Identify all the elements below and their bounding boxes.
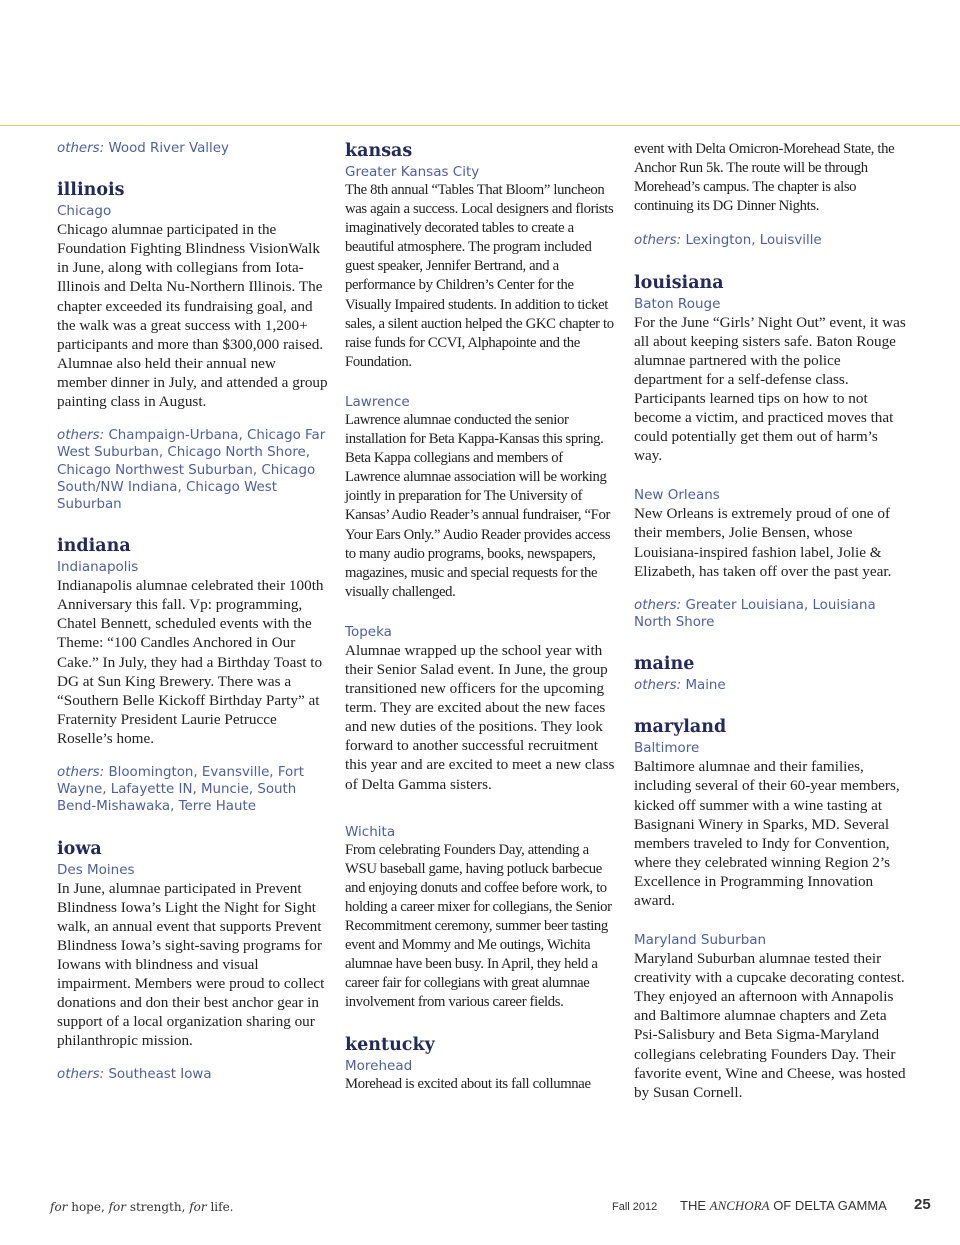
others-indiana (57, 764, 329, 816)
chapter-body-maryland-suburban: Maryland Suburban alumnae tested their creativity with a cupcake decorating contest. They enjoyed an afternoon with Annapolis and Baltimore alumnae chapters and Zeta Psi-Salisbury and Beta Sigma-Maryland collegians celebrating Founders Day. Their favorite event, Wine and Cheese, was hosted by Susan Cornell. (634, 950, 906, 1101)
others-maine (634, 677, 906, 694)
chapter-des-moines: Des Moines (57, 861, 135, 878)
tagline-for: for (50, 1200, 68, 1214)
footer-tagline (50, 1200, 234, 1214)
magazine-suffix: OF DELTA GAMMA (769, 1198, 887, 1213)
chapter-body-chicago: Chicago alumnae participated in the Foundation Fighting Blindness VisionWalk in June, along with collegians from Iota-Illinois and Delta Nu-Northern Illinois. The chapter exceeded its fundraising goal, and the walk was a great success with 1,200+ participants and more than $300,000 raised. Alumnae also held their annual new member dinner in July, and attended a group painting class in August. (57, 221, 328, 411)
others-label: others: (634, 597, 682, 613)
others-text: Lexington, Louisville (685, 233, 822, 249)
magazine-prefix: THE (680, 1198, 710, 1213)
others-illinois (57, 427, 329, 513)
state-heading-maryland: maryland (634, 717, 727, 738)
tagline-life: life. (206, 1200, 234, 1214)
chapter-new-orleans: New Orleans (634, 487, 720, 504)
chapter-body-indianapolis: Indianapolis alumnae celebrated their 100th Anniversary this fall. Vp: programming, Chatel Bennett, scheduled events with the Theme: “100 Candles Anchored in Our Cake.” In July, they had a Birthday Toast to DG at Sun King Brewery. There was a “Southern Belle Kickoff Birthday Party” at Fraternity President Laurie Petrucce Roselle’s home. (57, 577, 324, 747)
chapter-baton-rouge: Baton Rouge (634, 295, 721, 312)
state-heading-indiana: indiana (57, 536, 131, 557)
others-kentucky (634, 232, 906, 249)
others-label: others: (57, 765, 105, 780)
column-3 (634, 140, 906, 1102)
chapter-greater-kansas-city: Greater Kansas City (345, 164, 480, 180)
state-heading-illinois: illinois (57, 180, 125, 201)
others-label: others: (57, 141, 105, 156)
chapter-lawrence: Lawrence (345, 393, 410, 410)
tagline-hope: hope, (67, 1200, 109, 1214)
state-heading-maine: maine (634, 654, 695, 675)
others-text: Bloomington, Evansville, Fort Wayne, Lafayette IN, Muncie, South Bend-Mishawaka, Terre Haute (57, 765, 304, 815)
others-louisiana (634, 597, 906, 631)
top-rule (0, 125, 960, 126)
others-text: Southeast Iowa (108, 1067, 212, 1083)
footer-issue-season: Fall 2012 (612, 1201, 658, 1213)
chapter-morehead: Morehead (345, 1058, 413, 1075)
others-text: Maine (685, 678, 726, 694)
chapter-indianapolis: Indianapolis (57, 559, 139, 576)
chapter-body-morehead-continued: event with Delta Omicron-Morehead State, the Anchor Run 5k. The route will be through Morehead’s campus. The chapter is also continuing its DG Dinner Nights. (634, 141, 895, 215)
magazine-name: ANCHORA (709, 1198, 770, 1213)
others-label: others: (57, 428, 105, 444)
state-heading-kentucky: kentucky (345, 1035, 435, 1056)
column-1 (57, 140, 329, 1084)
chapter-body-new-orleans: New Orleans is extremely proud of one of their members, Jolie Bensen, whose Louisiana-inspired fashion label, Jolie & Elizabeth, has taken off over the past year. (634, 505, 892, 580)
chapter-baltimore: Baltimore (634, 740, 700, 757)
chapter-maryland-suburban: Maryland Suburban (634, 932, 767, 949)
tagline-strength: strength, (126, 1200, 190, 1214)
others-text: Wood River Valley (108, 141, 229, 156)
chapter-body-topeka: Alumnae wrapped up the school year with their Senior Salad event. In June, the group transitioned new officers for the upcoming term. They are excited about the new faces and new duties of the positions. They look forward to another successful recruitment this year and are excited to meet a new class of Delta Gamma sisters. (345, 641, 615, 793)
chapter-topeka: Topeka (345, 623, 392, 640)
column-2 (345, 140, 617, 1095)
chapter-body-baltimore: Baltimore alumnae and their families, including several of their 60-year members, kicked off summer with a wine tasting at Basignani Winery in Sparks, MD. Several members traveled to Indy for Convention, where they celebrated winning Region 2’s Excellence in Programming Innovation award. (634, 758, 900, 909)
others-label: others: (57, 1067, 105, 1083)
others-text: Greater Louisiana, Louisiana North Shore (634, 597, 876, 630)
chapter-body-des-moines: In June, alumnae participated in Prevent Blindness Iowa’s Light the Night for Sight walk, an annual event that supports Prevent Blindness Iowa’s sight-saving programs for Iowans with blindness and visual impairment. Members were proud to collect donations and don their best anchor gear in support of a local organization sharing our philanthropic mission. (57, 879, 325, 1050)
others-label: others: (634, 233, 682, 249)
others-text: Champaign-Urbana, Chicago Far West Suburban, Chicago North Shore, Chicago Northwest Suburban, Chicago South/NW Indiana, Chicago West Suburban (57, 428, 326, 512)
tagline-for: for (189, 1200, 207, 1214)
chapter-body-baton-rouge: For the June “Girls’ Night Out” event, it was all about keeping sisters safe. Baton Rouge alumnae partnered with the police department for a self-defense class. Participants learned tips on how to not become a victim, and practiced moves that could potentially get them out of harm’s way. (634, 313, 906, 465)
others-iowa (57, 1066, 329, 1083)
chapter-body-morehead: Morehead is excited about its fall collumnae (345, 1076, 591, 1093)
page-number: 25 (914, 1196, 931, 1213)
footer-magazine-title (680, 1198, 887, 1214)
tagline-for: for (108, 1200, 126, 1214)
chapter-body-lawrence: Lawrence alumnae conducted the senior installation for Beta Kappa-Kansas this spring. Beta Kappa collegians and members of Lawrence alumnae association will be working jointly in preparation for The University of Kansas’ Audio Reader’s annual fundraiser, “For Your Ears Only.” Audio Reader provides access to many audio programs, books, newspapers, magazines, music and special requests for the visually challenged. (345, 411, 611, 600)
others-wood-river (57, 140, 329, 157)
chapter-body-wichita: From celebrating Founders Day, attending a WSU baseball game, having potluck barbecue and enjoying donuts and coffee before work, to holding a career mixer for collegians, the Senior Recommitment ceremony, summer beer tasting event and Mommy and Me outings, Wichita alumnae have been busy. In April, they held a career fair for collegians with great alumnae involvement from various career fields. (345, 841, 612, 1011)
chapter-chicago: Chicago (57, 203, 112, 220)
others-label: others: (634, 678, 682, 694)
chapter-wichita: Wichita (345, 823, 396, 840)
state-heading-kansas: kansas (345, 141, 413, 161)
state-heading-louisiana: louisiana (634, 272, 724, 293)
chapter-body-greater-kansas-city: The 8th annual “Tables That Bloom” luncheon was again a success. Local designers and florists imaginatively decorated tables to create a beautiful atmosphere. The program included guest speaker, Jennifer Bertrand, and a performance by Children’s Center for the Visually Impaired students. In addition to ticket sales, a silent auction helped the GKC chapter to raise funds for CCVI, Alphapointe and the Foundation. (345, 182, 614, 370)
state-heading-iowa: iowa (57, 838, 102, 859)
